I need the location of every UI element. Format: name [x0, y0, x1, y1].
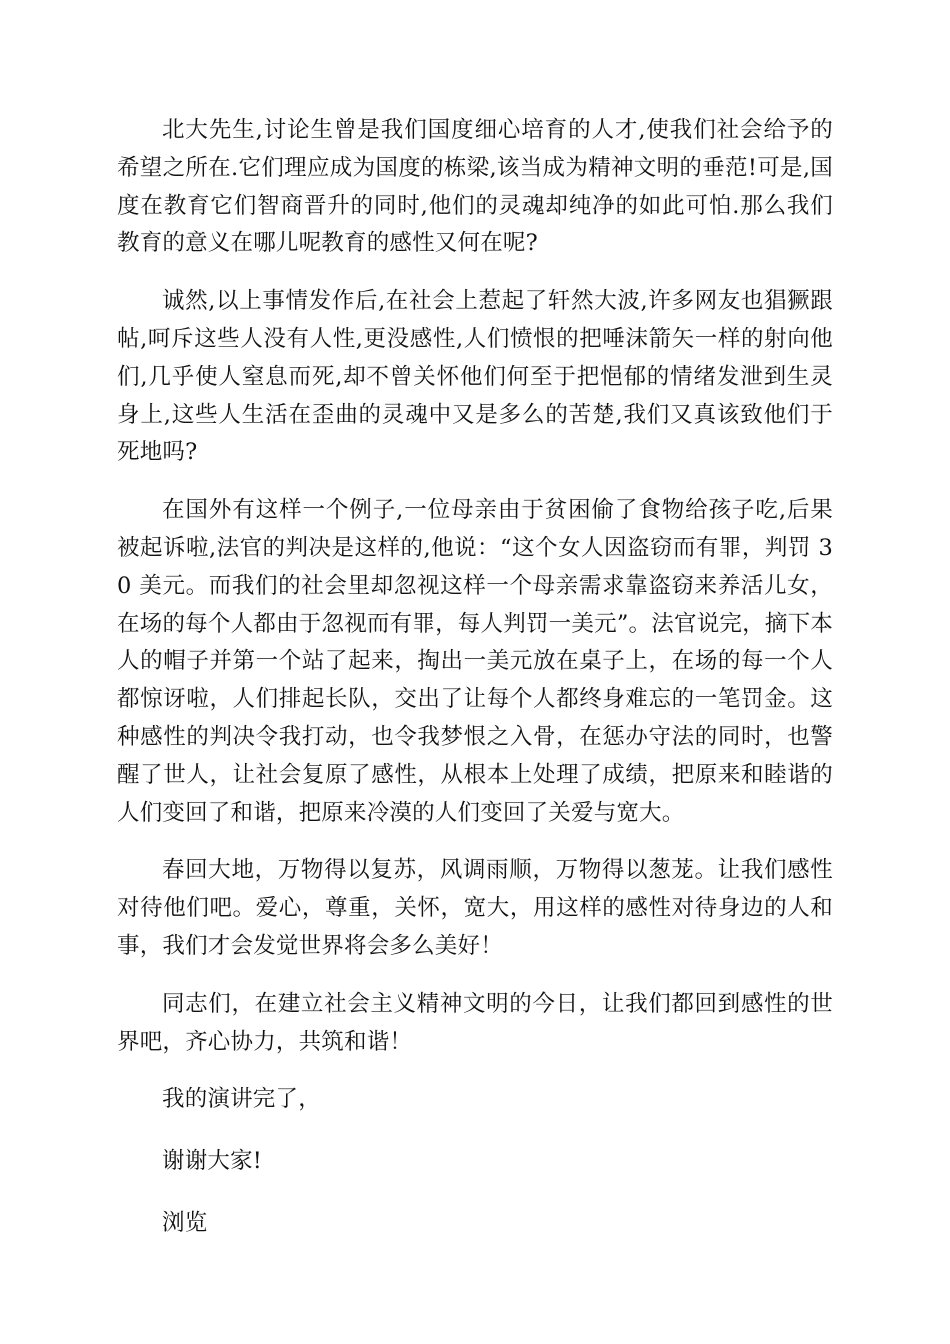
- closing-line: 我的演讲完了，: [162, 1086, 321, 1113]
- paragraph-3: 在国外有这样一个例子,一位母亲由于贫困偷了食物给孩子吃,后果被起诉啦,法官的判决是这样的,他说：“这个女人因盗窃而有罪，判罚 30 美元。而我们的社会里却忽视这样一个母亲需求靠盗窃来养活儿女，在场的每个人都由于忽视而有罪，每人判罚一美元”。法官说完，摘下本人的帽子并第一个站了起来，掏出一美元放在桌子上，在场的每一个人都惊讶啦，人们排起长队，交出了让每个人都终身难忘的一笔罚金。这种感性的判决令我打动，也令我梦恨之入骨，在惩办守法的同时，也警醒了世人，让社会复原了感性，从根本上处理了成绩，把原来和睦谐的人们变回了和谐，把原来冷漠的人们变回了关爱与宽大。: [117, 497, 833, 826]
- browse-label: 浏览: [162, 1209, 208, 1236]
- paragraph-2: 诚然,以上事情发作后,在社会上惹起了轩然大波,许多网友也猖獗跟帖,呵斥这些人没有人性,更没感性,人们愤恨的把唾沫箭矢一样的射向他们,几乎使人窒息而死,却不曾关怀他们何至于把悒郁的情绪发泄到生灵身上,这些人生活在歪曲的灵魂中又是多么的苦楚,我们又真该致他们于死地吗?: [117, 288, 833, 466]
- document-body: [117, 112, 833, 1267]
- paragraph-4: 春回大地，万物得以复苏，风调雨顺，万物得以葱茏。让我们感性对待他们吧。爱心，尊重，关怀，宽大，用这样的感性对待身边的人和事，我们才会发觉世界将会多么美好！: [117, 857, 833, 959]
- paragraph-5: 同志们，在建立社会主义精神文明的今日，让我们都回到感性的世界吧，齐心协力，共筑和谐！: [117, 990, 833, 1055]
- paragraph-1: 北大先生,讨论生曾是我们国度细心培育的人才,使我们社会给予的希望之所在.它们理应成为国度的栋梁,该当成为精神文明的垂范!可是,国度在教育它们智商晋升的同时,他们的灵魂却纯净的如此可怕.那么我们教育的意义在哪儿呢教育的感性又何在呢?: [117, 117, 833, 257]
- thanks-line: 谢谢大家!: [162, 1148, 263, 1175]
